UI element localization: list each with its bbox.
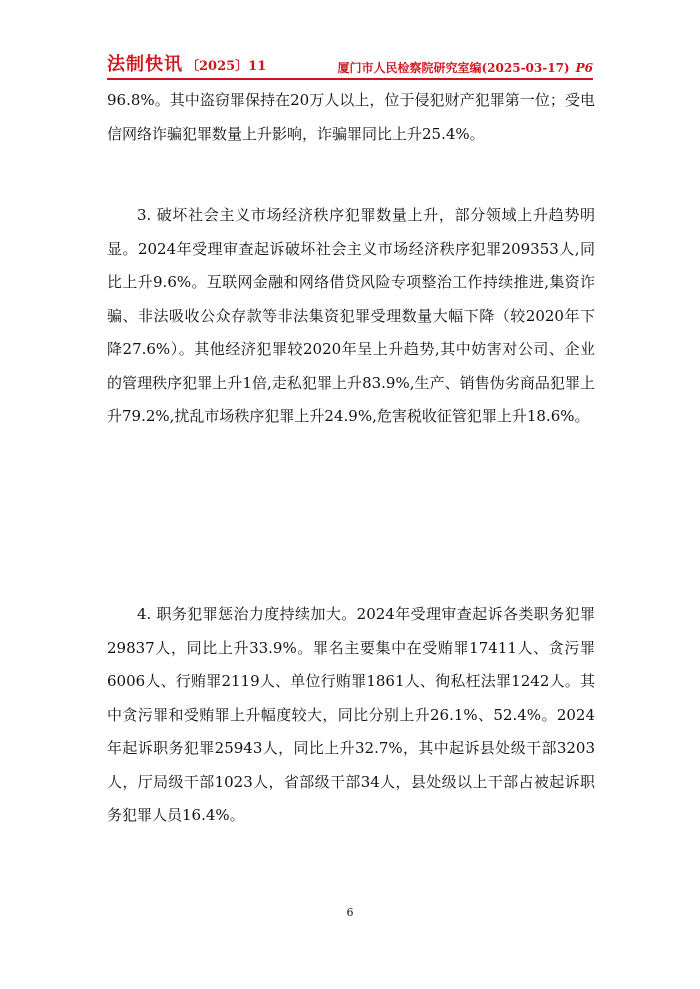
paragraph-item-4: 4. 职务犯罪惩治力度持续加大。2024年受理审查起诉各类职务犯罪29837人，同比上升33.9%。罪名主要集中在受贿罪17411人、贪污罪6006人、行贿罪2119人、单位行贿罪1861人、徇私枉法罪1242人。其中贪污罪和受贿罪上升幅度较大，同比分别上升26.1%、52.4%。2024年起诉职务犯罪25943人，同比上升32.7%，其中起诉县处级干部3203人，厅局级干部1023人，省部级干部34人，县处级以上干部占被起诉职务犯罪人员16.4%。 — [107, 605, 595, 824]
issue-number: 〔2025〕11 — [186, 59, 267, 74]
paragraph-item-3: 3. 破坏社会主义市场经济秩序犯罪数量上升，部分领域上升趋势明显。2024年受理审查起诉破坏社会主义市场经济秩序犯罪209353人,同比上升9.6%。互联网金融和网络借贷风险专项整治工作持续推进,集资诈骗、非法吸收公众存款等非法集资犯罪受理数量大幅下降（较2020年下降27.6%）。其他经济犯罪较2020年呈上升趋势,其中妨害对公司、企业的管理秩序犯罪上升1倍,走私犯罪上升83.9%,生产、销售伪劣商品犯罪上升79.2%,扰乱市场秩序犯罪上升24.9%,危害税收征管犯罪上升18.6%。 — [107, 206, 595, 425]
header-right — [338, 59, 594, 76]
header-page-tag: P6 — [575, 61, 593, 75]
page-header — [107, 50, 593, 76]
header-divider — [107, 78, 593, 80]
paragraph-continuation: 96.8%。其中盗窃罪保持在20万人以上，位于侵犯财产犯罪第一位；受电信网络诈骗犯罪数量上升影响，诈骗罪同比上升25.4%。 — [107, 91, 595, 143]
publication-title: 法制快讯 — [107, 54, 183, 75]
page-number: 6 — [346, 906, 354, 919]
header-left — [107, 50, 266, 76]
publisher-info: 厦门市人民检察院研究室编(2025-03-17) — [337, 61, 570, 75]
